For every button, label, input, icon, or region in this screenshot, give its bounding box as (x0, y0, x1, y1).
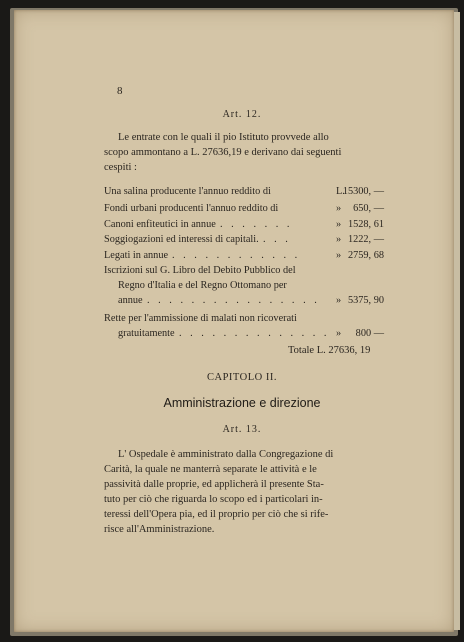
art13-line-1: L' Ospedale è amministrato dalla Congregazione di (118, 449, 334, 460)
dot-leader: . . . (263, 234, 291, 245)
dot-leader: . . . . . . . . . . . . . . . . (147, 295, 320, 306)
art12-heading: Art. 12. (222, 109, 262, 120)
income-label: Soggiogazioni ed interessi di capitali. (104, 234, 259, 245)
income-label: gratuitamente (118, 328, 175, 339)
art13-line-5: teressi dell'Opera pia, ed il proprio per ciò che si rife- (104, 509, 329, 520)
income-row (104, 234, 384, 249)
currency-mark: » (336, 250, 342, 261)
income-label: Fondi urbani producenti l'annuo reddito di (104, 203, 279, 214)
chapter-subtitle: Amministrazione e direzione (163, 396, 321, 410)
income-value: 2759, 68 (347, 250, 384, 261)
income-value: 1528, 61 (347, 219, 384, 230)
income-row (104, 313, 384, 328)
dot-leader: . . . . . . . . . . . . (172, 250, 301, 261)
currency-mark: » (336, 234, 342, 245)
currency-mark: » (336, 219, 342, 230)
currency-mark: » (336, 203, 342, 214)
income-label: annue (118, 295, 143, 306)
income-row (104, 219, 384, 234)
currency-mark: L. (336, 186, 345, 197)
art13-heading: Art. 13. (222, 424, 262, 435)
income-total: Totale L. 27636, 19 (288, 345, 371, 356)
income-row (104, 203, 384, 218)
income-row (104, 295, 384, 310)
art13-line-6: risce all'Amministrazione. (104, 524, 215, 535)
page-number: 8 (117, 85, 123, 97)
art13-line-4: tuto per ciò che riguarda lo scopo ed i particolari in- (104, 494, 323, 505)
art12-intro-line-2: scopo ammontano a L. 27636,19 e derivano dai seguenti (104, 147, 342, 158)
income-value: 15300, — (342, 186, 384, 197)
income-row (104, 328, 384, 343)
income-row (104, 265, 384, 280)
currency-mark: » (336, 328, 342, 339)
income-label: Iscrizioni sul G. Libro del Debito Pubblico del (104, 265, 296, 276)
income-label: Regno d'Italia e del Regno Ottomano per (118, 280, 287, 291)
income-label: Canoni enfiteutici in annue (104, 219, 216, 230)
income-label: Legati in annue (104, 250, 169, 261)
art12-intro-line-3: cespiti : (104, 162, 137, 173)
dot-leader: . . . . . . . (220, 219, 293, 230)
income-row (104, 186, 384, 201)
income-value: 650, — (353, 203, 384, 214)
income-row (104, 250, 384, 265)
currency-mark: » (336, 295, 342, 306)
art13-line-2: Carità, la quale ne manterrà separate le attività e le (104, 464, 317, 475)
art12-intro-line-1: Le entrate con le quali il pio Istituto provvede allo (118, 132, 329, 143)
income-value: 800 — (355, 328, 384, 339)
art13-line-3: passività dalle proprie, ed applicherà il presente Sta- (104, 479, 324, 490)
income-label: Una salina producente l'annuo reddito di (104, 186, 271, 197)
dot-leader: . . . . . . . . . . . . . . (179, 328, 330, 339)
income-label: Rette per l'ammissione di malati non ricoverati (104, 313, 297, 324)
income-value: 5375, 90 (347, 295, 384, 306)
income-value: 1222, — (347, 234, 384, 245)
income-row (104, 280, 384, 295)
chapter-title: CAPITOLO II. (207, 372, 277, 383)
